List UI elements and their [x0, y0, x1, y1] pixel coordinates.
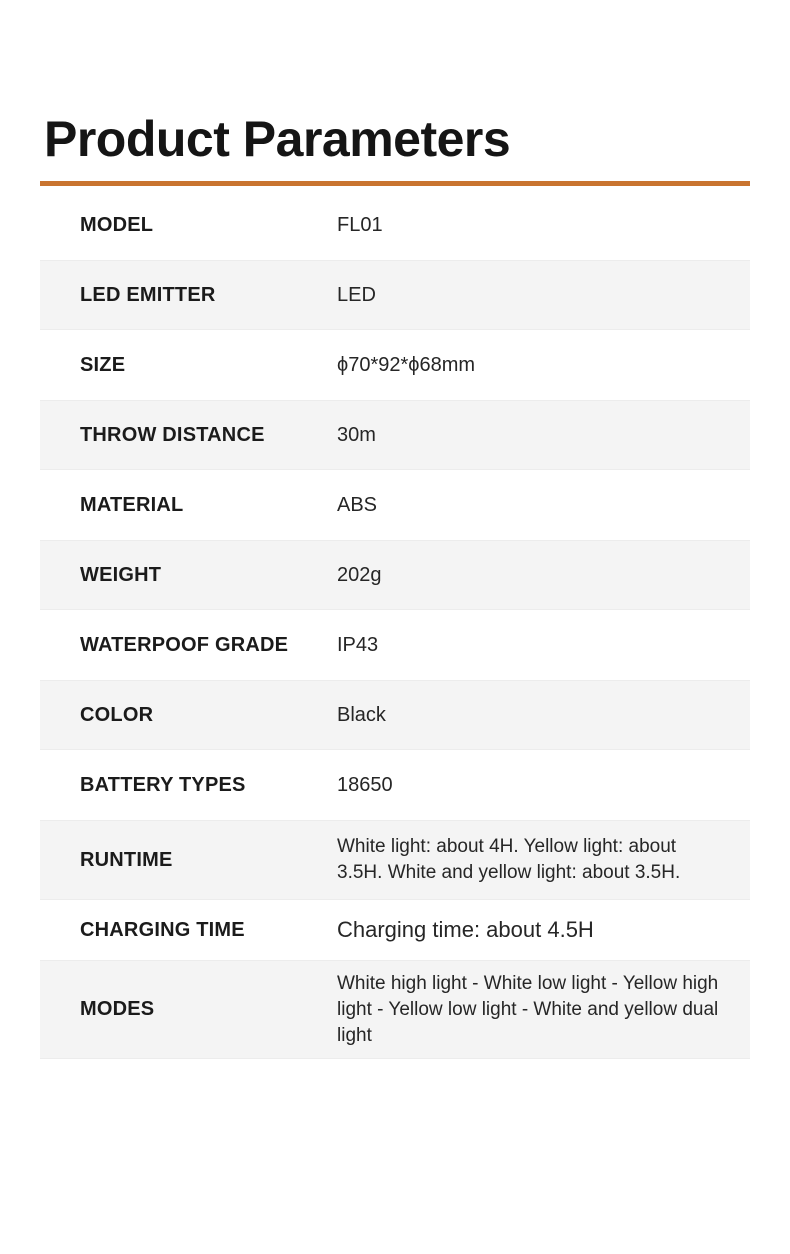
- spec-label-weight: WEIGHT: [80, 563, 162, 586]
- spec-label-waterproof-grade: WATERPOOF GRADE: [80, 633, 289, 656]
- spec-table: [40, 190, 750, 1059]
- spec-row-material: [40, 470, 750, 540]
- spec-label-model: MODEL: [80, 213, 154, 236]
- spec-label-throw-distance: THROW DISTANCE: [80, 423, 265, 446]
- spec-label-charging-time: CHARGING TIME: [80, 918, 245, 941]
- spec-value-model: FL01: [337, 214, 383, 236]
- spec-row-battery-types: [40, 750, 750, 820]
- spec-value-weight: 202g: [337, 564, 382, 586]
- spec-row-throw-distance: [40, 400, 750, 470]
- spec-row-size: [40, 330, 750, 400]
- spec-label-battery-types: BATTERY TYPES: [80, 773, 246, 796]
- spec-label-material: MATERIAL: [80, 493, 184, 516]
- spec-value-led-emitter: LED: [337, 284, 376, 306]
- spec-value-battery-types: 18650: [337, 774, 393, 796]
- spec-row-led-emitter: [40, 260, 750, 330]
- spec-label-color: COLOR: [80, 703, 154, 726]
- spec-label-led-emitter: LED EMITTER: [80, 283, 216, 306]
- page-title: Product Parameters: [44, 111, 511, 167]
- product-parameters-page: [0, 110, 790, 1254]
- spec-value-modes: White high light - White low light - Yellow high light - Yellow low light - White and yellow dual light: [337, 972, 719, 1046]
- spec-value-waterproof-grade: IP43: [337, 634, 379, 656]
- spec-label-size: SIZE: [80, 353, 126, 376]
- spec-row-color: [40, 680, 750, 750]
- title-underline: [40, 181, 750, 186]
- spec-label-modes: MODES: [80, 998, 155, 1020]
- spec-value-color: Black: [337, 704, 386, 726]
- spec-row-waterproof-grade: [40, 610, 750, 680]
- spec-row-modes: [40, 960, 750, 1059]
- spec-row-weight: [40, 540, 750, 610]
- spec-row-charging-time: [40, 900, 750, 960]
- spec-value-material: ABS: [337, 494, 378, 516]
- spec-value-size: ϕ70*92*ϕ68mm: [337, 354, 476, 376]
- spec-value-throw-distance: 30m: [337, 424, 376, 446]
- spec-value-charging-time: Charging time: about 4.5H: [337, 917, 594, 942]
- spec-value-runtime: White light: about 4H. Yellow light: about 3.5H. White and yellow light: about 3.5H.: [337, 836, 681, 883]
- spec-row-model: [40, 190, 750, 260]
- spec-row-runtime: [40, 820, 750, 900]
- spec-label-runtime: RUNTIME: [80, 848, 173, 871]
